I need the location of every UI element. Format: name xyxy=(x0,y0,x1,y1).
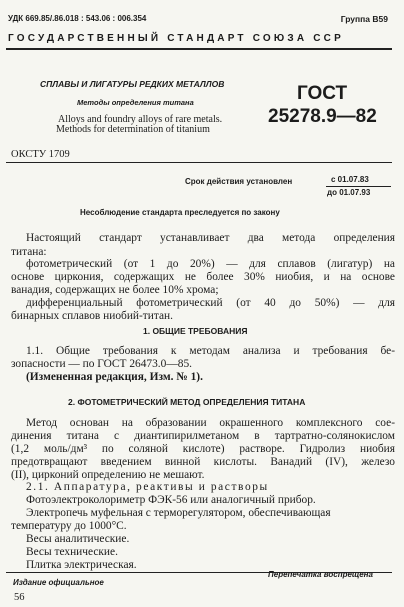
group-code: Группа В59 xyxy=(340,14,388,24)
intro-line: титана: xyxy=(11,246,47,258)
gost-number: 25278.9—82 xyxy=(268,106,377,127)
section-2-line: Метод основан на образовании окрашенного комплексного сое- xyxy=(26,417,395,429)
section-1-line: зопасности — по ГОСТ 26473.0—85. xyxy=(11,358,192,370)
intro-line: бинарных сплавов ниобий-титан. xyxy=(11,310,173,322)
validity-rule xyxy=(326,186,391,187)
section-2-line: Весы технические. xyxy=(26,546,118,558)
intro-line: фотометрический (от 1 до 20%) — для сплавов (лигатур) на xyxy=(26,258,395,270)
okstu-code: ОКСТУ 1709 xyxy=(11,149,70,160)
validity-to: до 01.07.93 xyxy=(327,188,371,197)
header-rule xyxy=(6,48,392,50)
title-ru-main: СПЛАВЫ И ЛИГАТУРЫ РЕДКИХ МЕТАЛЛОВ xyxy=(40,79,225,89)
section-2-line: (II), цирконий определению не мешают. xyxy=(11,469,205,481)
section-2-line: динения титана с диантипирилметаном в тартратно-солянокислом xyxy=(11,430,395,442)
title-ru-sub: Методы определения титана xyxy=(77,98,194,107)
section-2-heading: 2. ФОТОМЕТРИЧЕСКИЙ МЕТОД ОПРЕДЕЛЕНИЯ ТИТАНА xyxy=(68,397,306,407)
section-2-line: температуру до 1000°С. xyxy=(11,520,127,532)
footer-official-edition: Издание официальное xyxy=(13,578,104,587)
validity-label: Срок действия установлен xyxy=(185,177,293,186)
udk-code: УДК 669.85/.86.018 : 543.06 : 006.354 xyxy=(8,14,147,23)
section-2-line: предотвращают введением винной кислоты. Ванадий (IV), железо xyxy=(11,456,395,468)
intro-line: основе циркония, содержащих не более 30% ниобия, и на основе xyxy=(11,271,395,283)
intro-line: ванадия, содержащих не более 10% хрома; xyxy=(11,284,219,296)
subsection-2-1-heading: 2.1. Аппаратура, реактивы и растворы xyxy=(26,481,269,493)
page-number: 56 xyxy=(14,592,25,603)
section-1-line: 1.1. Общие требования к методам анализа и требования бе- xyxy=(26,345,395,357)
amendment-note: (Измененная редакция, Изм. № 1). xyxy=(26,371,203,383)
footer-reprint-prohibited: Перепечатка воспрещена xyxy=(268,570,373,579)
section-2-line: Плитка электрическая. xyxy=(26,559,137,571)
intro-line: дифференциальный фотометрический (от 40 до 50%) — для xyxy=(26,297,395,309)
title-en-1: Alloys and foundry alloys of rare metals. xyxy=(58,114,223,125)
gost-label: ГОСТ xyxy=(297,83,348,104)
validity-from: с 01.07.83 xyxy=(331,175,369,184)
okstu-rule xyxy=(6,162,392,163)
section-2-line: Весы аналитические. xyxy=(26,533,130,545)
section-2-line: (1,2 моль/дм³ по соляной кислоте) растворе. Гидролиз ниобия xyxy=(11,443,395,455)
state-standard-banner: ГОСУДАРСТВЕННЫЙ СТАНДАРТ СОЮЗА ССР xyxy=(8,33,344,44)
legal-warning: Несоблюдение стандарта преследуется по закону xyxy=(80,208,280,217)
section-2-line: Электропечь муфельная с терморегулятором, обеспечивающая xyxy=(26,507,331,519)
section-1-heading: 1. ОБЩИЕ ТРЕБОВАНИЯ xyxy=(143,326,248,336)
title-en-2: Methods for determination of titanium xyxy=(56,124,210,135)
section-2-line: Фотоэлектроколориметр ФЭК-56 или аналогичный прибор. xyxy=(26,494,316,506)
intro-line: Настоящий стандарт устанавливает два метода определения xyxy=(26,232,395,244)
